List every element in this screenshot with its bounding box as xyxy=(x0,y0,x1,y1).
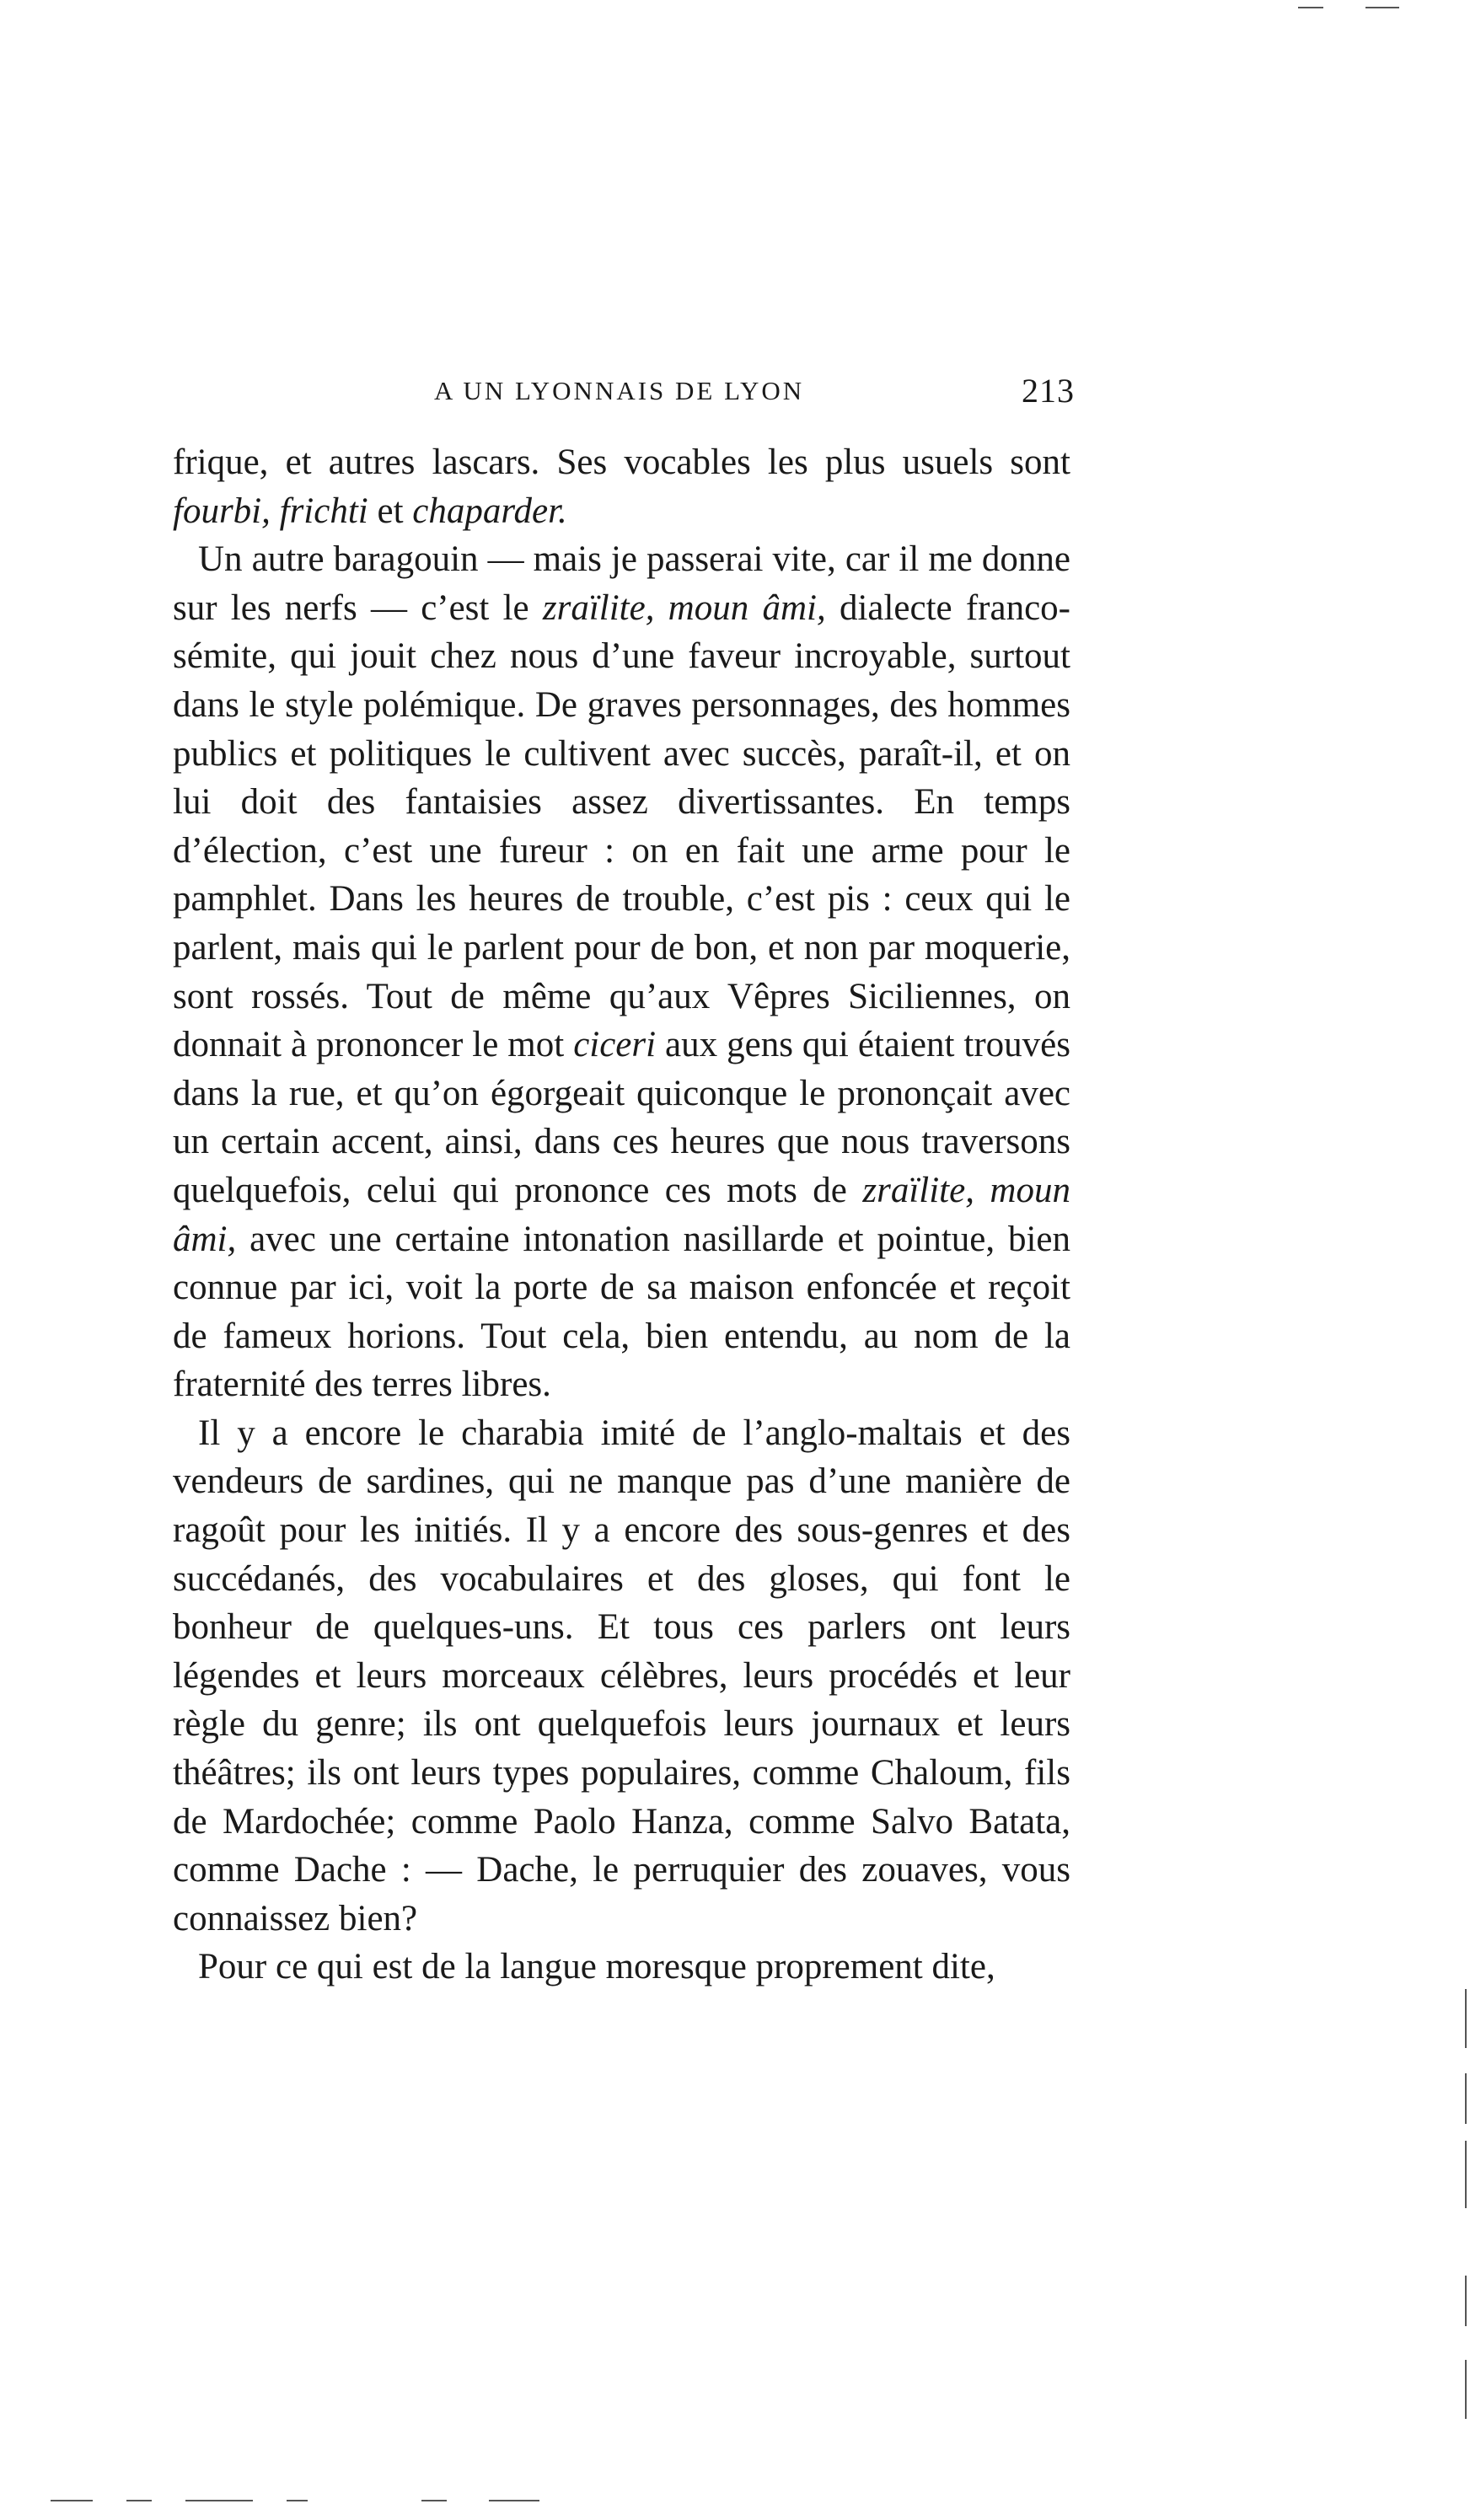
body-text xyxy=(173,438,1070,1992)
text-run: Il y a encore le charabia imité de l’anglo-maltais et des vendeurs de sardines, qui ne manque pas d’une manière de ragoût pour les initiés. Il y a encore des sous-genres et des succédanés, des vocabulaires et des gloses, qui font le bonheur de quelques-uns. Et tous ces parlers ont leurs légendes et leurs morceaux célèbres, leurs procédés et leur règle du genre; ils ont quelquefois leurs journaux et leurs théâtres; ils ont leurs types populaires, comme Chaloum, fils de Mardochée; comme Paolo Hanza, comme Salvo Batata, comme Dache : — Dache, le perruquier des zouaves, vous connaissez bien? xyxy=(173,1413,1070,1938)
page-number: 213 xyxy=(1022,372,1075,410)
text-run: Pour ce qui est de la langue moresque proprement dite, xyxy=(198,1947,995,1987)
scan-mark xyxy=(1298,7,1323,8)
text-run: aux gens qui étaient trouvés dans la rue, et qu’on égorgeait quiconque le prononçait avec un certain accent, ainsi, dans ces heures que nous traversons quelquefois, celui qui prononce ces mots de xyxy=(173,1025,1070,1210)
italic-term: zraïlite, moun âmi, xyxy=(542,587,826,628)
italic-term: chaparder. xyxy=(412,491,567,531)
paragraph xyxy=(173,535,1070,1409)
running-head xyxy=(173,367,1083,418)
paragraph xyxy=(173,1943,1070,1992)
italic-term: zraïlite, moun âmi, xyxy=(173,1170,1070,1259)
scan-mark xyxy=(1465,1989,1467,2048)
scan-mark xyxy=(126,2500,152,2501)
scan-mark xyxy=(421,2500,447,2501)
italic-term: fourbi, frichti xyxy=(173,491,368,531)
text-run: Un autre baragouin — mais je passerai vite, car il me donne sur les nerfs — c’est le xyxy=(173,539,1070,628)
scan-mark xyxy=(185,2500,253,2501)
scan-mark xyxy=(1465,2276,1467,2326)
text-run: frique, et autres lascars. Ses vocables les plus usuels sont xyxy=(173,442,1070,482)
italic-term: ciceri xyxy=(573,1025,657,1065)
running-title: A UN LYONNAIS DE LYON xyxy=(434,376,805,405)
text-run: dialecte franco-sémite, qui jouit chez nous d’une faveur incroyable, surtout dans le style polémique. De graves personnages, des hommes publics et politiques le cultivent avec succès, paraît-il, et on lui doit des fantaisies assez divertissantes. En temps d’élection, c’est une fureur : on en fait une arme pour le pamphlet. Dans les heures de trouble, c’est pis : ceux qui le parlent, mais qui le parlent pour de bon, et non par moquerie, sont rossés. Tout de même qu’aux Vêpres Siciliennes, on donnait à prononcer le mot xyxy=(173,587,1070,1065)
scan-mark xyxy=(1465,2360,1467,2419)
scan-mark xyxy=(1465,2073,1467,2124)
scan-mark xyxy=(1365,7,1399,8)
scan-mark xyxy=(51,2500,93,2501)
scan-mark xyxy=(287,2500,308,2501)
paragraph xyxy=(173,1409,1070,1944)
paragraph xyxy=(173,438,1070,535)
text-run: et xyxy=(368,491,413,531)
scan-mark xyxy=(489,2500,539,2501)
text-run: avec une certaine intonation nasillarde et pointue, bien connue par ici, voit la porte de sa maison enfoncée et reçoit de fameux horions. Tout cela, bien entendu, au nom de la fraternité des terres libres. xyxy=(173,1219,1070,1405)
scan-mark xyxy=(1465,2141,1467,2208)
